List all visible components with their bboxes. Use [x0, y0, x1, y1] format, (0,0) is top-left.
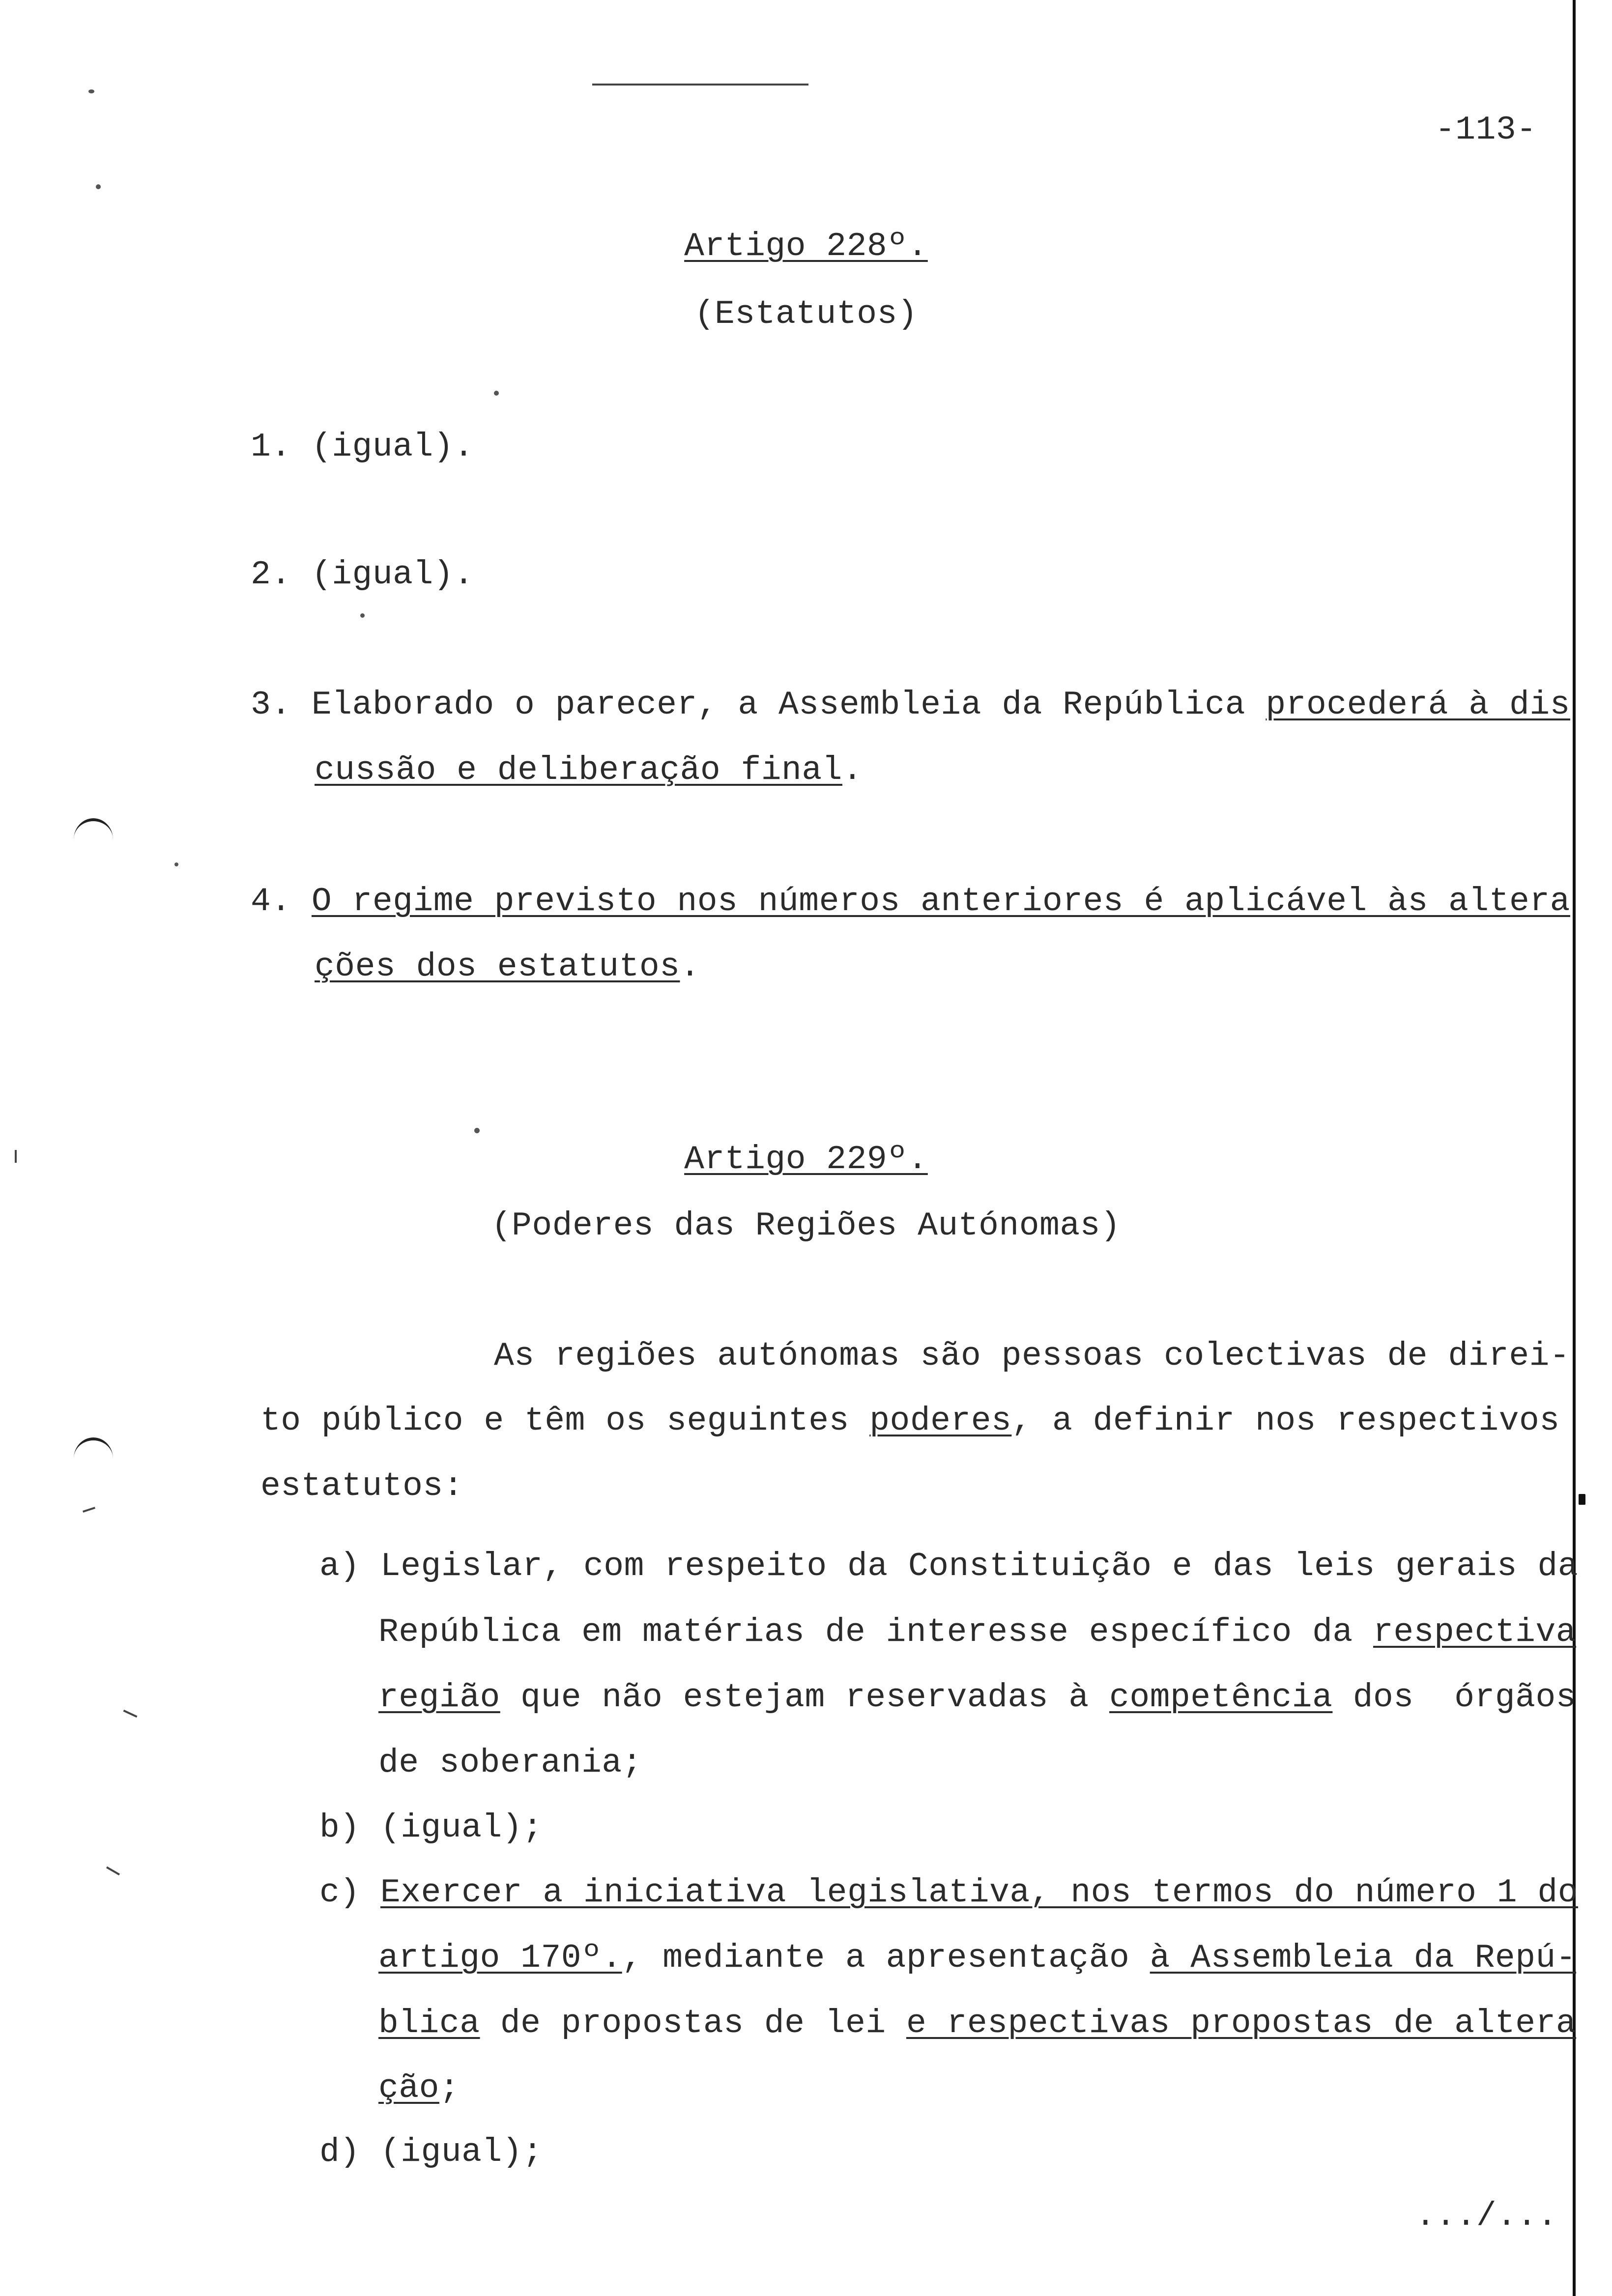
scan-speck [474, 1128, 480, 1133]
article-229-item-a-line-4: de soberania; [378, 1744, 642, 1782]
scan-speck [88, 89, 94, 93]
scan-speck [360, 613, 365, 618]
scan-mark [83, 1507, 95, 1513]
article-229-item-c-line-2: artigo 170º., mediante a apresentação à Assembleia da Repú- [378, 1939, 1577, 1977]
scan-speck [96, 184, 101, 189]
top-rule-line [592, 84, 808, 86]
article-229-subtitle: (Poderes das Regiões Autónomas) [491, 1207, 1121, 1245]
article-228-subtitle: (Estatutos) [694, 295, 918, 333]
article-228-item-4-line-1: 4. O regime previsto nos números anteriores é aplicável às altera [251, 883, 1570, 920]
page-number: -113- [1435, 111, 1537, 149]
article-229-item-c-line-1: c) Exercer a iniciativa legislativa, nos termos do número 1 do [319, 1874, 1579, 1912]
punch-hole-mark-lower [74, 1437, 113, 1480]
article-229-item-a-line-3: região que não estejam reservadas à competência dos órgãos [378, 1679, 1577, 1717]
article-229-item-c-line-3: blica de propostas de lei e respectivas propostas de altera [378, 2005, 1577, 2042]
scan-speck [174, 862, 178, 866]
article-229-item-b: b) (igual); [319, 1809, 543, 1847]
article-228-item-2: 2. (igual). [251, 556, 474, 594]
article-228-item-4-line-2: ções dos estatutos. [315, 948, 700, 986]
article-229-intro-line-1: As regiões autónomas são pessoas colectivas de direi- [494, 1337, 1570, 1375]
article-229-item-a-line-1: a) Legislar, com respeito da Constituição e das leis gerais da [319, 1548, 1579, 1585]
article-229-intro-line-3: estatutos: [260, 1467, 464, 1505]
article-228-item-3-line-2: cussão e deliberação final. [315, 751, 863, 789]
article-229-item-a-line-2: República em matérias de interesse específico da respectiva [378, 1613, 1577, 1651]
scan-speck [1579, 1494, 1585, 1505]
scan-mark [106, 1866, 120, 1875]
article-228-item-3-line-1: 3. Elaborado o parecer, a Assembleia da República procederá à dis [251, 686, 1570, 724]
scan-mark [123, 1710, 138, 1718]
article-229-item-c-line-4: ção; [378, 2069, 460, 2107]
continuation-marker: .../... [1415, 2197, 1558, 2235]
punch-hole-mark-upper [74, 818, 113, 861]
article-229-title: Artigo 229º. [684, 1141, 928, 1178]
article-228-title: Artigo 228º. [684, 228, 928, 265]
article-229-intro-line-2: to público e têm os seguintes poderes, a definir nos respectivos [260, 1402, 1560, 1440]
article-228-item-1: 1. (igual). [251, 428, 474, 466]
article-229-item-d: d) (igual); [319, 2133, 543, 2171]
scan-speck [494, 391, 499, 396]
